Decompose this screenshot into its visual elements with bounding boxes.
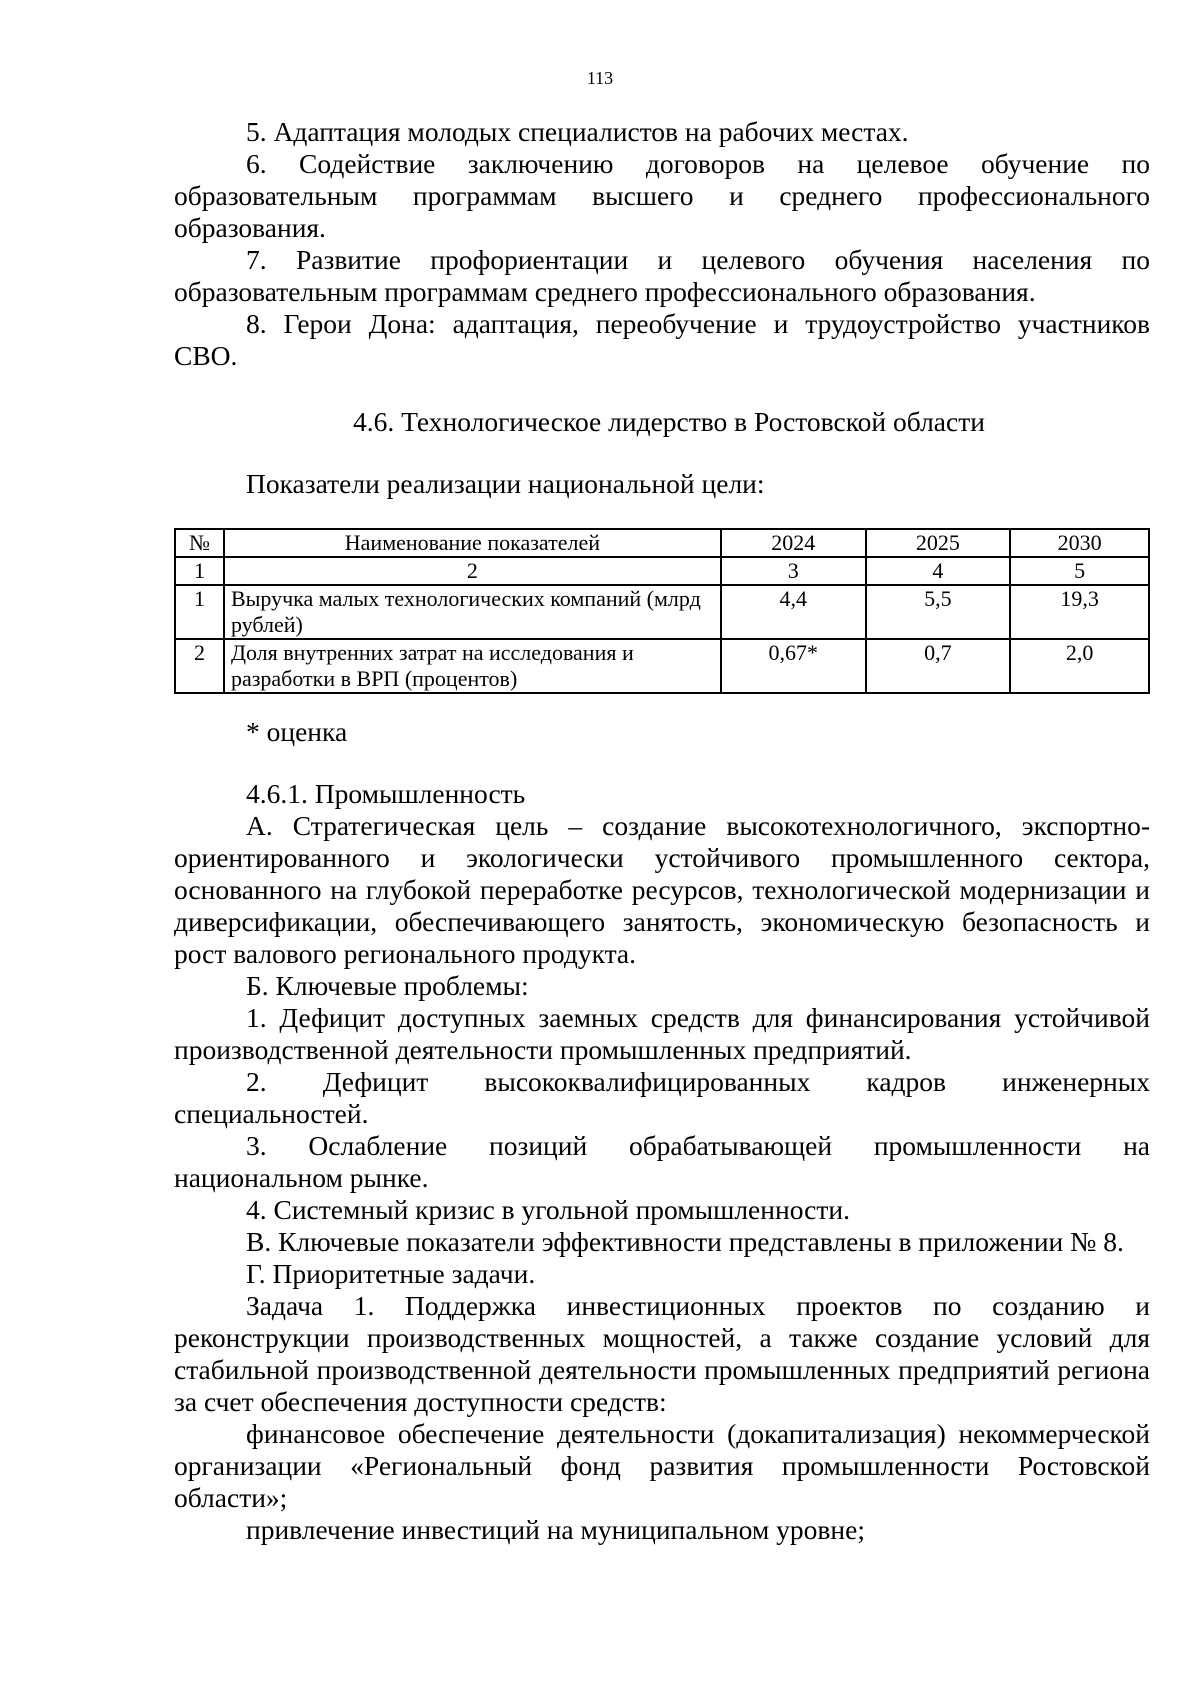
table-header-row [175, 529, 1149, 557]
table-row [175, 585, 1149, 639]
header-cell-2024: 2024 [721, 529, 866, 557]
task-1-paragraph: Задача 1. Поддержка инвестиционных проектов по созданию и реконструкции производственных мощностей, а также создание условий для стабильной производственной деятельности промышленных предприятий региона за счет обеспечения доступности средств: [174, 1290, 1150, 1417]
row-number: 2 [175, 639, 224, 693]
table-row [175, 639, 1149, 693]
row-number: 1 [175, 585, 224, 639]
list-item-6: 6. Содействие заключению договоров на целевое обучение по образовательным программам высшего и среднего профессионального образования. [174, 148, 1150, 243]
list-item-7: 7. Развитие профориентации и целевого обучения населения по образовательным программам среднего профессионального образования. [174, 244, 1150, 307]
problem-item-2: 2. Дефицит высококвалифицированных кадров инженерных специальностей. [174, 1066, 1150, 1129]
indicators-intro: Показатели реализации национальной цели: [246, 468, 765, 499]
numbering-cell: 5 [1010, 557, 1149, 585]
numbering-cell: 2 [224, 557, 721, 585]
indicators-table [174, 528, 1150, 694]
problem-item-1: 1. Дефицит доступных заемных средств для финансирования устойчивой производственной деятельности промышленных предприятий. [174, 1002, 1150, 1065]
strategic-goal-paragraph: А. Стратегическая цель – создание высокотехнологичного, экспортно-ориентированного и экологически устойчивого промышленного сектора, основанного на глубокой переработке ресурсов, технологической модернизации и диверсификации, обеспечивающего занятость, экономическую безопасность и рост валового регионального продукта. [174, 810, 1150, 969]
page-number: 113 [586, 68, 614, 88]
numbering-cell: 3 [721, 557, 866, 585]
priority-tasks-heading: Г. Приоритетные задачи. [246, 1258, 536, 1289]
indicator-name: Выручка малых технологических компаний (млрд рублей) [224, 585, 721, 639]
value-2025: 0,7 [866, 639, 1011, 693]
value-2030: 2,0 [1010, 639, 1149, 693]
list-item-5: 5. Адаптация молодых специалистов на рабочих местах. [246, 116, 909, 147]
value-2025: 5,5 [866, 585, 1011, 639]
footnote: * оценка [246, 716, 348, 747]
kpi-paragraph: В. Ключевые показатели эффективности представлены в приложении № 8. [246, 1226, 1124, 1257]
header-cell-2025: 2025 [866, 529, 1011, 557]
subsection-heading: 4.6.1. Промышленность [246, 778, 526, 809]
value-2024: 4,4 [721, 585, 866, 639]
header-cell-2030: 2030 [1010, 529, 1149, 557]
value-2024: 0,67* [721, 639, 866, 693]
key-problems-heading: Б. Ключевые проблемы: [246, 970, 529, 1001]
problem-item-3: 3. Ослабление позиций обрабатывающей промышленности на национальном рынке. [174, 1130, 1150, 1193]
list-item-8: 8. Герои Дона: адаптация, переобучение и трудоустройство участников СВО. [174, 308, 1150, 371]
task-measure-1: финансовое обеспечение деятельности (докапитализация) некоммерческой организации «Региональный фонд развития промышленности Ростовской области»; [174, 1418, 1150, 1513]
numbering-cell: 1 [175, 557, 224, 585]
problem-item-4: 4. Системный кризис в угольной промышленности. [246, 1194, 850, 1225]
numbering-cell: 4 [866, 557, 1011, 585]
value-2030: 19,3 [1010, 585, 1149, 639]
header-cell-name: Наименование показателей [224, 529, 721, 557]
section-heading: 4.6. Технологическое лидерство в Ростовской области [353, 406, 985, 437]
header-cell-num: № [175, 529, 224, 557]
page-content [174, 116, 1150, 1546]
indicator-name: Доля внутренних затрат на исследования и разработки в ВРП (процентов) [224, 639, 721, 693]
table-numbering-row [175, 557, 1149, 585]
task-measure-2: привлечение инвестиций на муниципальном уровне; [246, 1514, 865, 1545]
